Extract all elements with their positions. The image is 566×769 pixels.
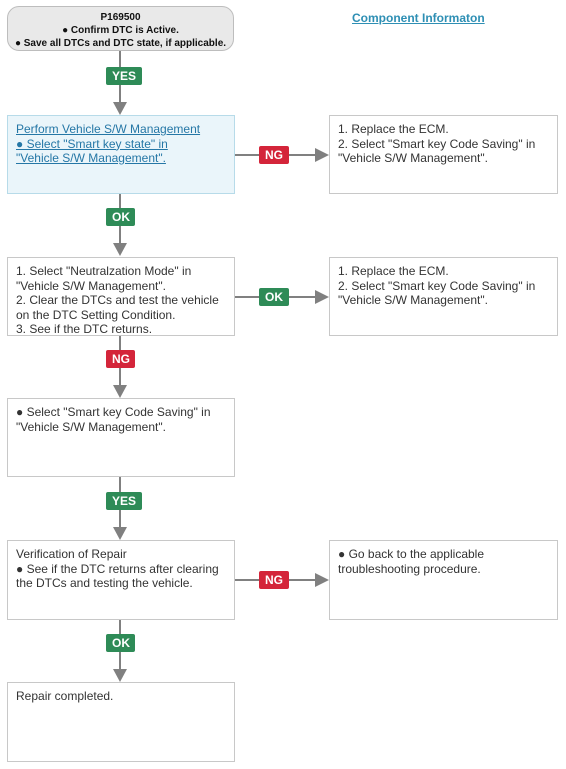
start-line-2: ● Save all DTCs and DTC state, if applicable.: [14, 38, 227, 49]
step2-line-1: 1. Select "Neutralzation Mode" in: [16, 264, 192, 278]
result1-line-3: "Vehicle S/W Management".: [338, 151, 488, 165]
arrow-right-2: [315, 290, 329, 304]
ok-badge-2: OK: [259, 288, 289, 306]
result2-line-3: "Vehicle S/W Management".: [338, 293, 488, 307]
step3-line-1: ● Select "Smart key Code Saving" in: [16, 405, 211, 419]
result1-line-1: 1. Replace the ECM.: [338, 122, 449, 136]
yes-badge-2: YES: [106, 492, 142, 510]
arrow-down-4: [113, 527, 127, 540]
step3-line-2: "Vehicle S/W Management".: [16, 419, 166, 434]
step-verification-of-repair: [7, 540, 235, 620]
component-information-link[interactable]: Component Informaton: [352, 11, 485, 25]
result-go-back-troubleshooting: [329, 540, 558, 620]
step-neutralization-mode: [7, 257, 235, 336]
ng-badge-2: NG: [106, 350, 135, 368]
arrow-down-1: [113, 102, 127, 115]
final-line-1: Repair completed.: [16, 689, 114, 703]
result2-line-2: 2. Select "Smart key Code Saving" in: [338, 278, 536, 293]
arrow-right-3: [315, 573, 329, 587]
step2-line-5: 3. See if the DTC returns.: [16, 322, 153, 336]
ng-badge-1: NG: [259, 146, 289, 164]
start-line-1: ● Confirm DTC is Active.: [62, 25, 179, 36]
start-node: [7, 6, 234, 51]
ok-badge-1: OK: [106, 208, 135, 226]
step-vehicle-sw-management: [7, 115, 235, 194]
step1-line-2[interactable]: "Vehicle S/W Management".: [16, 151, 166, 165]
step4-line-2: ● See if the DTC returns after clearing: [16, 561, 219, 576]
step2-line-3: 2. Clear the DTCs and test the vehicle: [16, 293, 219, 307]
result2-line-1: 1. Replace the ECM.: [338, 264, 449, 278]
step4-line-3: the DTCs and testing the vehicle.: [16, 576, 193, 590]
arrow-right-1: [315, 148, 329, 162]
arrow-down-2: [113, 243, 127, 256]
step1-title-link[interactable]: Perform Vehicle S/W Management: [16, 122, 201, 136]
final-repair-completed: [7, 682, 235, 762]
result4-line-1: ● Go back to the applicable: [338, 547, 485, 561]
ng-badge-3: NG: [259, 571, 289, 589]
step2-line-2: "Vehicle S/W Management".: [16, 278, 166, 293]
result1-line-2: 2. Select "Smart key Code Saving" in: [338, 136, 536, 151]
result-replace-ecm-1: [329, 115, 558, 194]
arrow-down-3: [113, 385, 127, 398]
result4-line-2: troubleshooting procedure.: [338, 561, 481, 576]
yes-badge-1: YES: [106, 67, 142, 85]
result-replace-ecm-2: [329, 257, 558, 336]
step-smart-key-code-saving: [7, 398, 235, 477]
ok-badge-3: OK: [106, 634, 135, 652]
dtc-code: P169500: [100, 12, 141, 23]
arrow-down-5: [113, 669, 127, 682]
step1-line-1[interactable]: ● Select "Smart key state" in: [16, 136, 168, 151]
step2-line-4: on the DTC Setting Condition.: [16, 307, 176, 322]
step4-line-1: Verification of Repair: [16, 547, 127, 561]
